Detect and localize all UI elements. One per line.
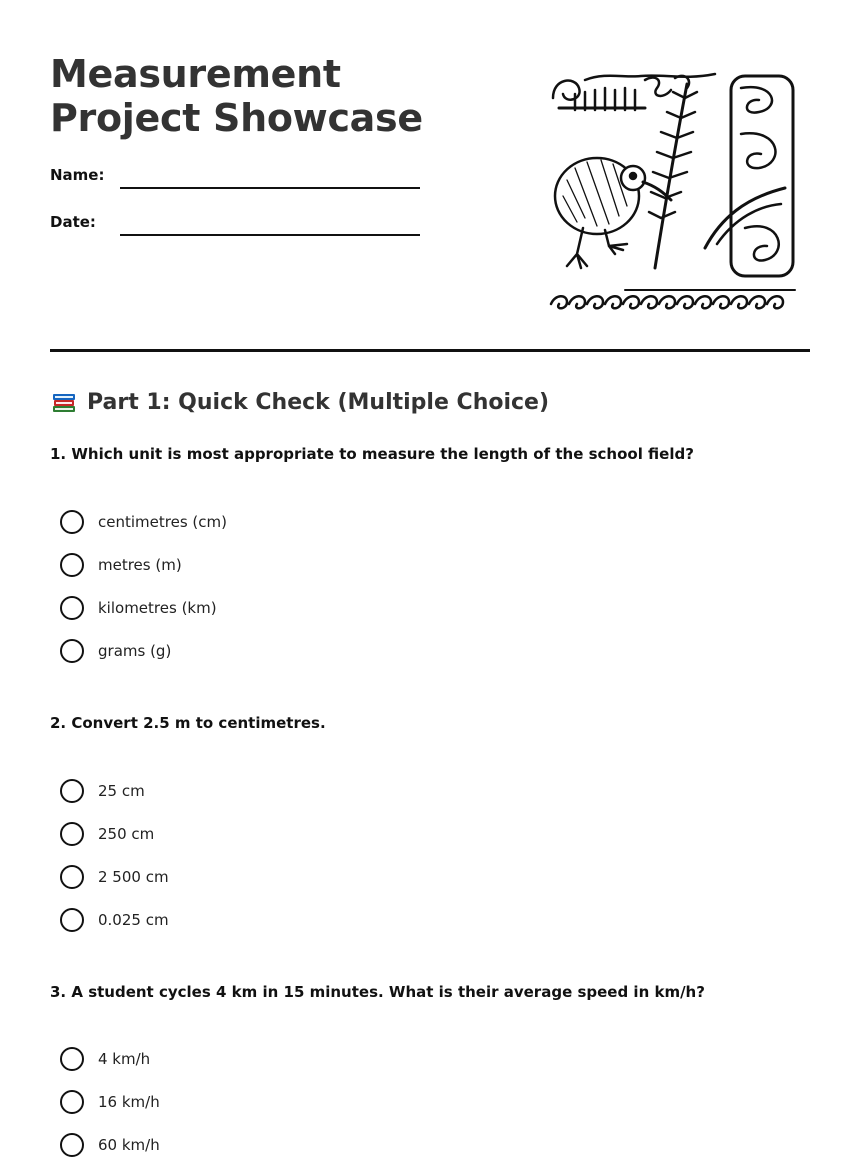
radio-button[interactable] [60,779,84,803]
q2-option-a[interactable] [60,778,145,804]
option-label: 0.025 cm [98,911,169,929]
books-icon [50,388,78,416]
q1-option-b[interactable] [60,552,182,578]
q1-option-a[interactable] [60,509,227,535]
radio-button[interactable] [60,639,84,663]
option-label: metres (m) [98,556,182,574]
page-title: Measurement Project Showcase [50,52,423,140]
question-3: 3. A student cycles 4 km in 15 minutes. What is their average speed in km/h? [50,983,705,1001]
date-field-line[interactable] [120,234,420,236]
radio-button[interactable] [60,596,84,620]
radio-button[interactable] [60,510,84,534]
option-label: 4 km/h [98,1050,151,1068]
q1-option-d[interactable] [60,638,171,664]
radio-button[interactable] [60,553,84,577]
option-label: 25 cm [98,782,145,800]
question-1: 1. Which unit is most appropriate to measure the length of the school field? [50,445,694,463]
question-2: 2. Convert 2.5 m to centimetres. [50,714,326,732]
kiwi-fern-carving-illustration [545,68,800,316]
section-title: Part 1: Quick Check (Multiple Choice) [87,389,550,415]
q2-option-d[interactable] [60,907,169,933]
q1-option-c[interactable] [60,595,217,621]
name-field-line[interactable] [120,187,420,189]
radio-button[interactable] [60,1090,84,1114]
option-label: 16 km/h [98,1093,160,1111]
radio-button[interactable] [60,1133,84,1157]
q3-option-b[interactable] [60,1089,160,1115]
radio-button[interactable] [60,1047,84,1071]
option-label: 60 km/h [98,1136,160,1154]
section-heading [50,388,549,416]
q3-option-c[interactable] [60,1132,160,1158]
option-label: 250 cm [98,825,155,843]
q2-option-b[interactable] [60,821,154,847]
option-label: 2 500 cm [98,868,169,886]
option-label: centimetres (cm) [98,513,227,531]
radio-button[interactable] [60,822,84,846]
q2-option-c[interactable] [60,864,169,890]
radio-button[interactable] [60,865,84,889]
radio-button[interactable] [60,908,84,932]
option-label: kilometres (km) [98,599,217,617]
section-divider [50,349,810,352]
option-label: grams (g) [98,642,172,660]
q3-option-a[interactable] [60,1046,150,1072]
date-label: Date: [50,213,96,231]
name-label: Name: [50,166,105,184]
